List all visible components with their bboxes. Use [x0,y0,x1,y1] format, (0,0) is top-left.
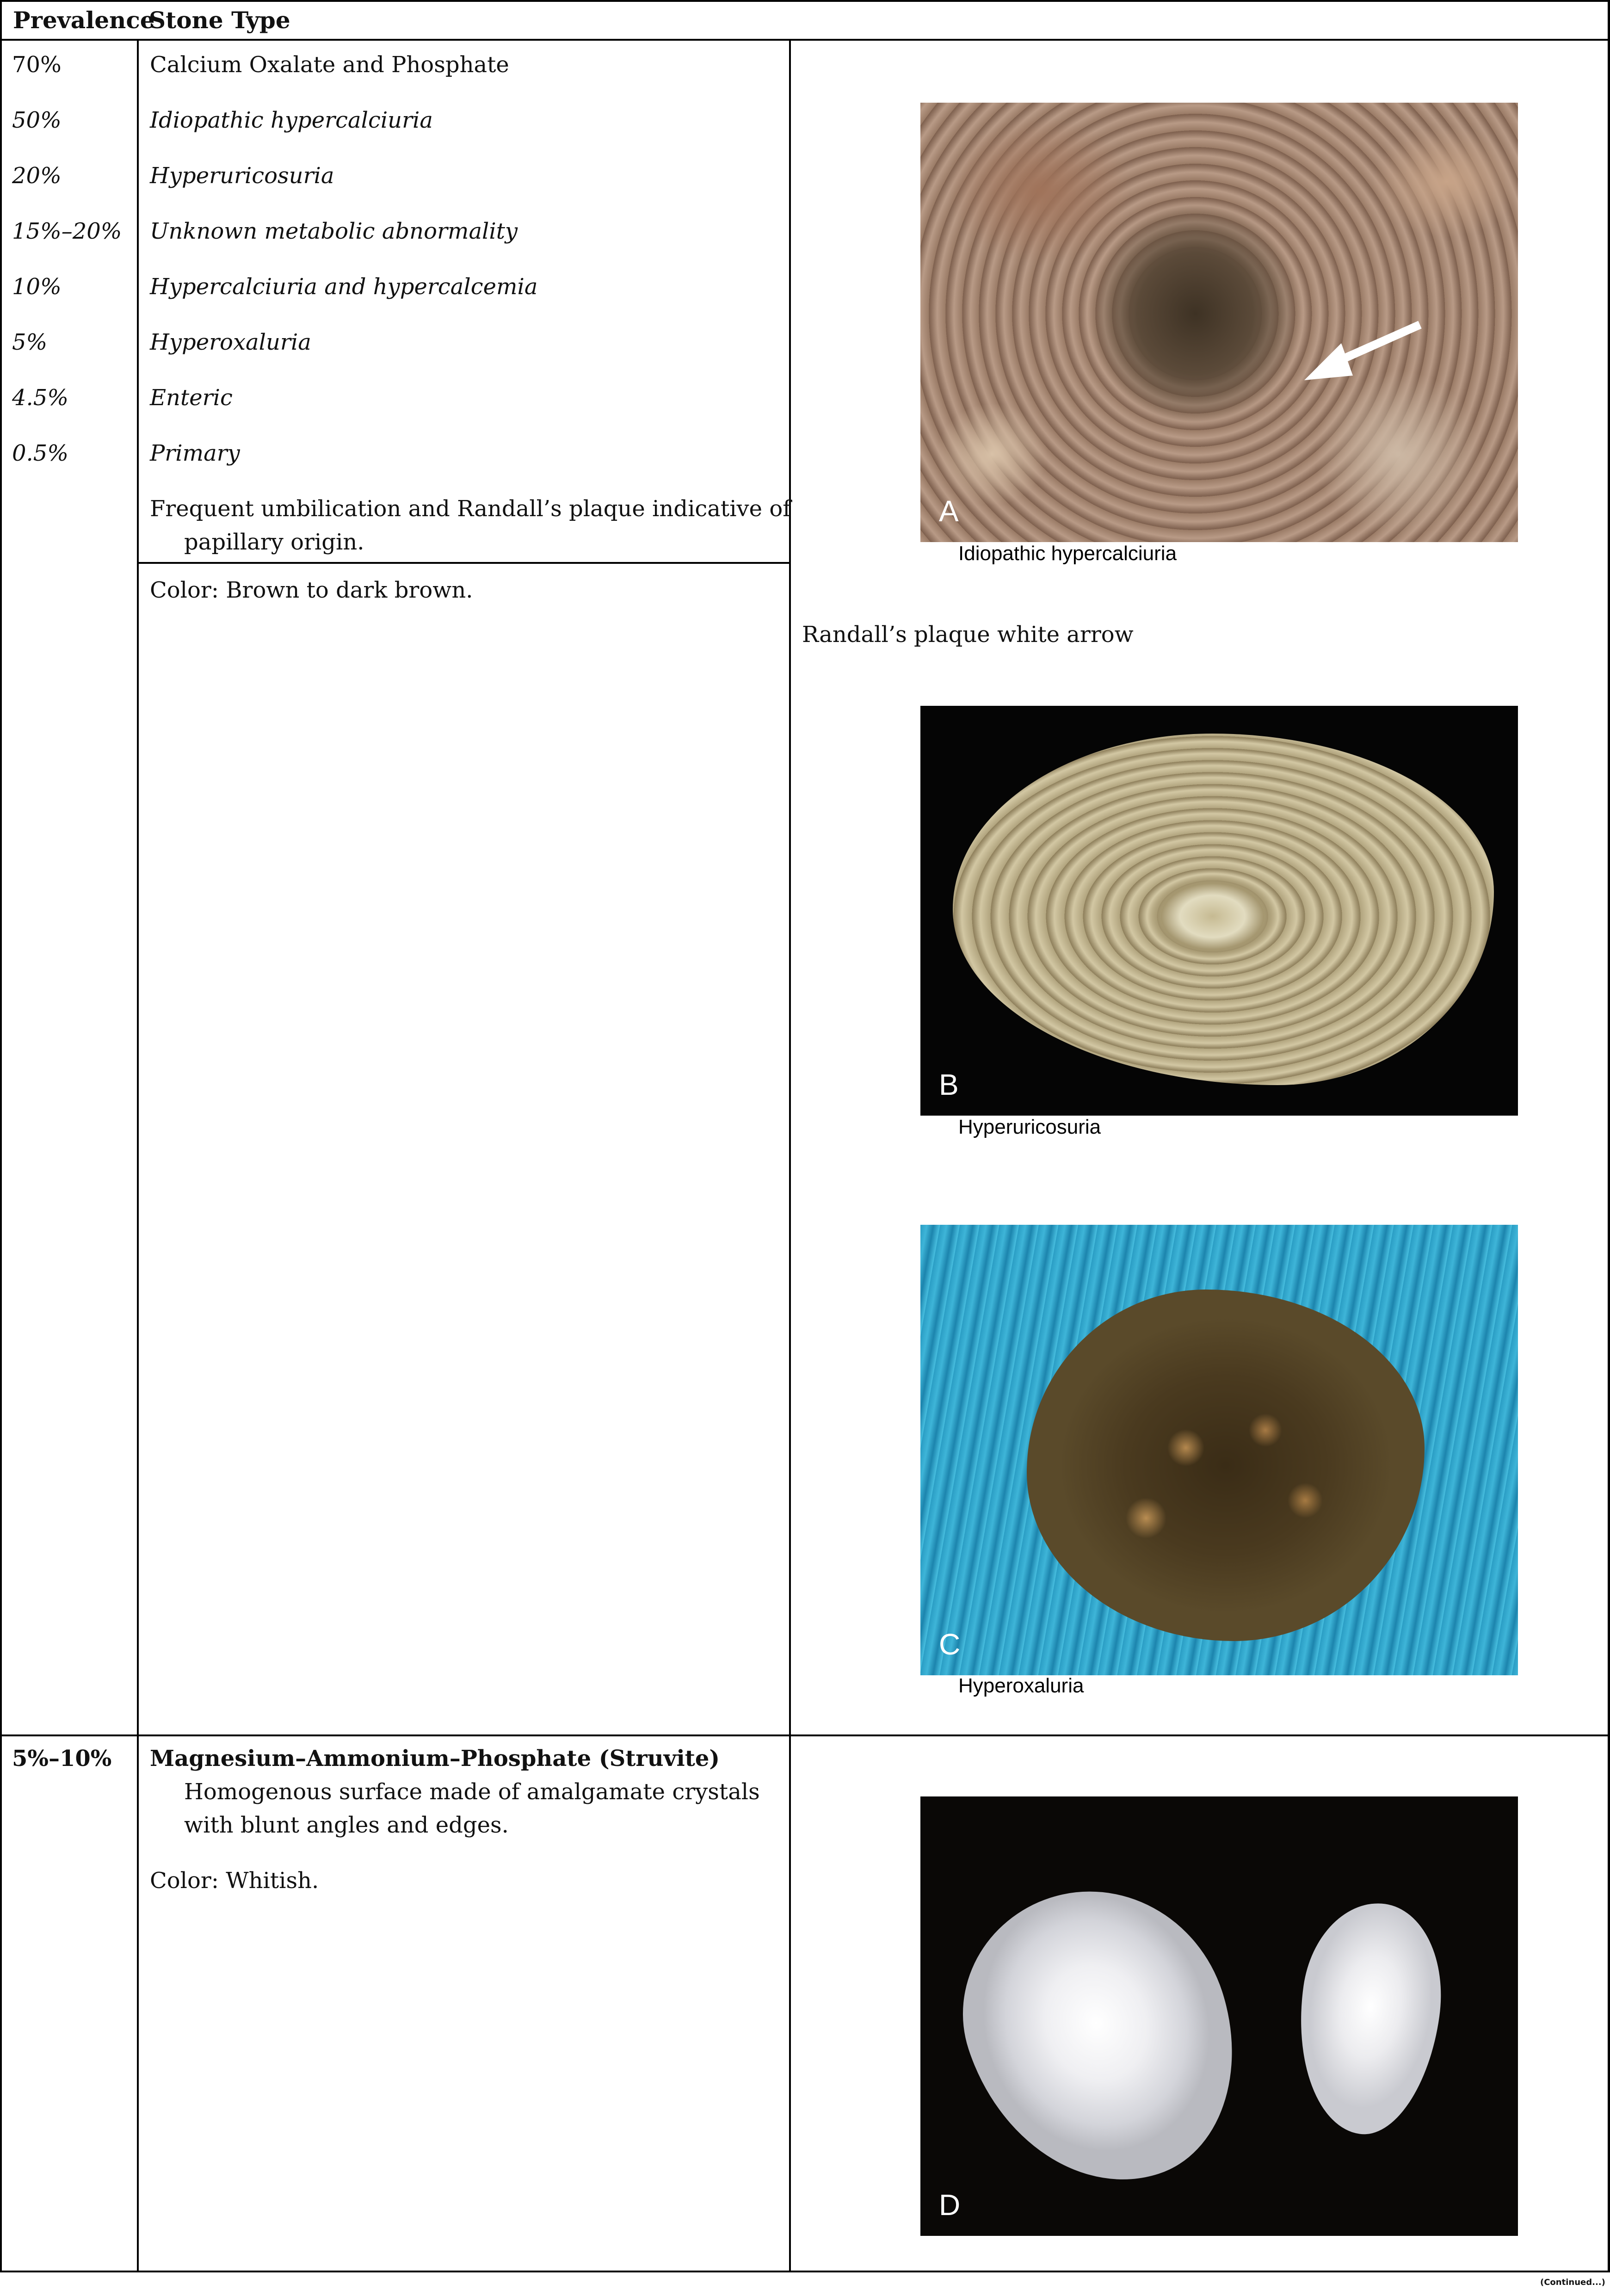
prevalence-0-5: 0.5% [12,440,68,466]
figure-label-b: B [939,1068,959,1101]
prevalence-4-5: 4.5% [12,385,68,411]
stone-c-shape [1027,1290,1425,1641]
stone-photo-b [920,706,1518,1116]
stone-b-shape [953,734,1494,1085]
calcium-note-line2: papillary origin. [184,529,364,555]
stone-d-right-shape [1284,1895,1454,2143]
stone-type-idiopathic: Idiopathic hypercalciuria [150,107,433,133]
table-left-border [0,0,2,2272]
prevalence-5-10: 5%–10% [12,1746,112,1771]
sub-row-divider [137,562,791,564]
header-prevalence: Prevalence [13,6,155,34]
struvite-title: Magnesium–Ammonium–Phosphate (Struvite) [150,1746,720,1771]
stone-d-left-shape [932,1856,1270,2218]
prevalence-70: 70% [12,52,62,78]
stone-photo-a [920,103,1518,542]
caption-b: Hyperuricosuria [958,1116,1101,1138]
figure-label-d: D [939,2188,961,2222]
table-right-border [1608,0,1610,2272]
caption-c: Hyperoxaluria [958,1674,1084,1697]
table-top-border [0,0,1610,2]
prevalence-5: 5% [12,329,48,355]
stone-photo-c [920,1225,1518,1675]
caption-a: Idiopathic hypercalciuria [958,542,1177,565]
stone-photo-d [920,1796,1518,2236]
row-divider [0,1734,1610,1736]
header-bottom-border [0,39,1610,41]
arrow-icon [920,103,1518,542]
struvite-color: Color: Whitish. [150,1868,319,1894]
calcium-note-line1: Frequent umbilication and Randall’s plaque indicative of [150,496,791,522]
figure-label-c: C [939,1628,961,1661]
header-stone-type: Stone Type [149,6,290,34]
stone-type-calcium-oxalate: Calcium Oxalate and Phosphate [150,52,509,78]
stone-type-hyperoxaluria: Hyperoxaluria [150,329,311,355]
stone-type-enteric: Enteric [150,385,233,411]
prevalence-20: 20% [12,163,62,189]
continued-note: (Continued...) [1540,2277,1605,2287]
stone-type-unknown: Unknown metabolic abnormality [150,218,518,244]
stone-type-hyperuricosuria: Hyperuricosuria [150,163,334,189]
stone-type-primary: Primary [150,440,240,466]
figure-label-a: A [939,494,959,528]
prevalence-15-20: 15%–20% [12,218,122,244]
stone-type-hypercalciuria: Hypercalciuria and hypercalcemia [150,274,538,300]
randall-plaque-note: Randall’s plaque white arrow [802,622,1134,648]
col-divider-1 [137,39,139,2272]
struvite-desc-line2: with blunt angles and edges. [184,1812,509,1838]
col-divider-2 [789,39,791,2272]
table-bottom-border [0,2271,1610,2272]
struvite-desc-line1: Homogenous surface made of amalgamate crystals [184,1779,760,1805]
prevalence-50: 50% [12,107,62,133]
prevalence-10: 10% [12,274,62,300]
calcium-color: Color: Brown to dark brown. [150,577,473,603]
